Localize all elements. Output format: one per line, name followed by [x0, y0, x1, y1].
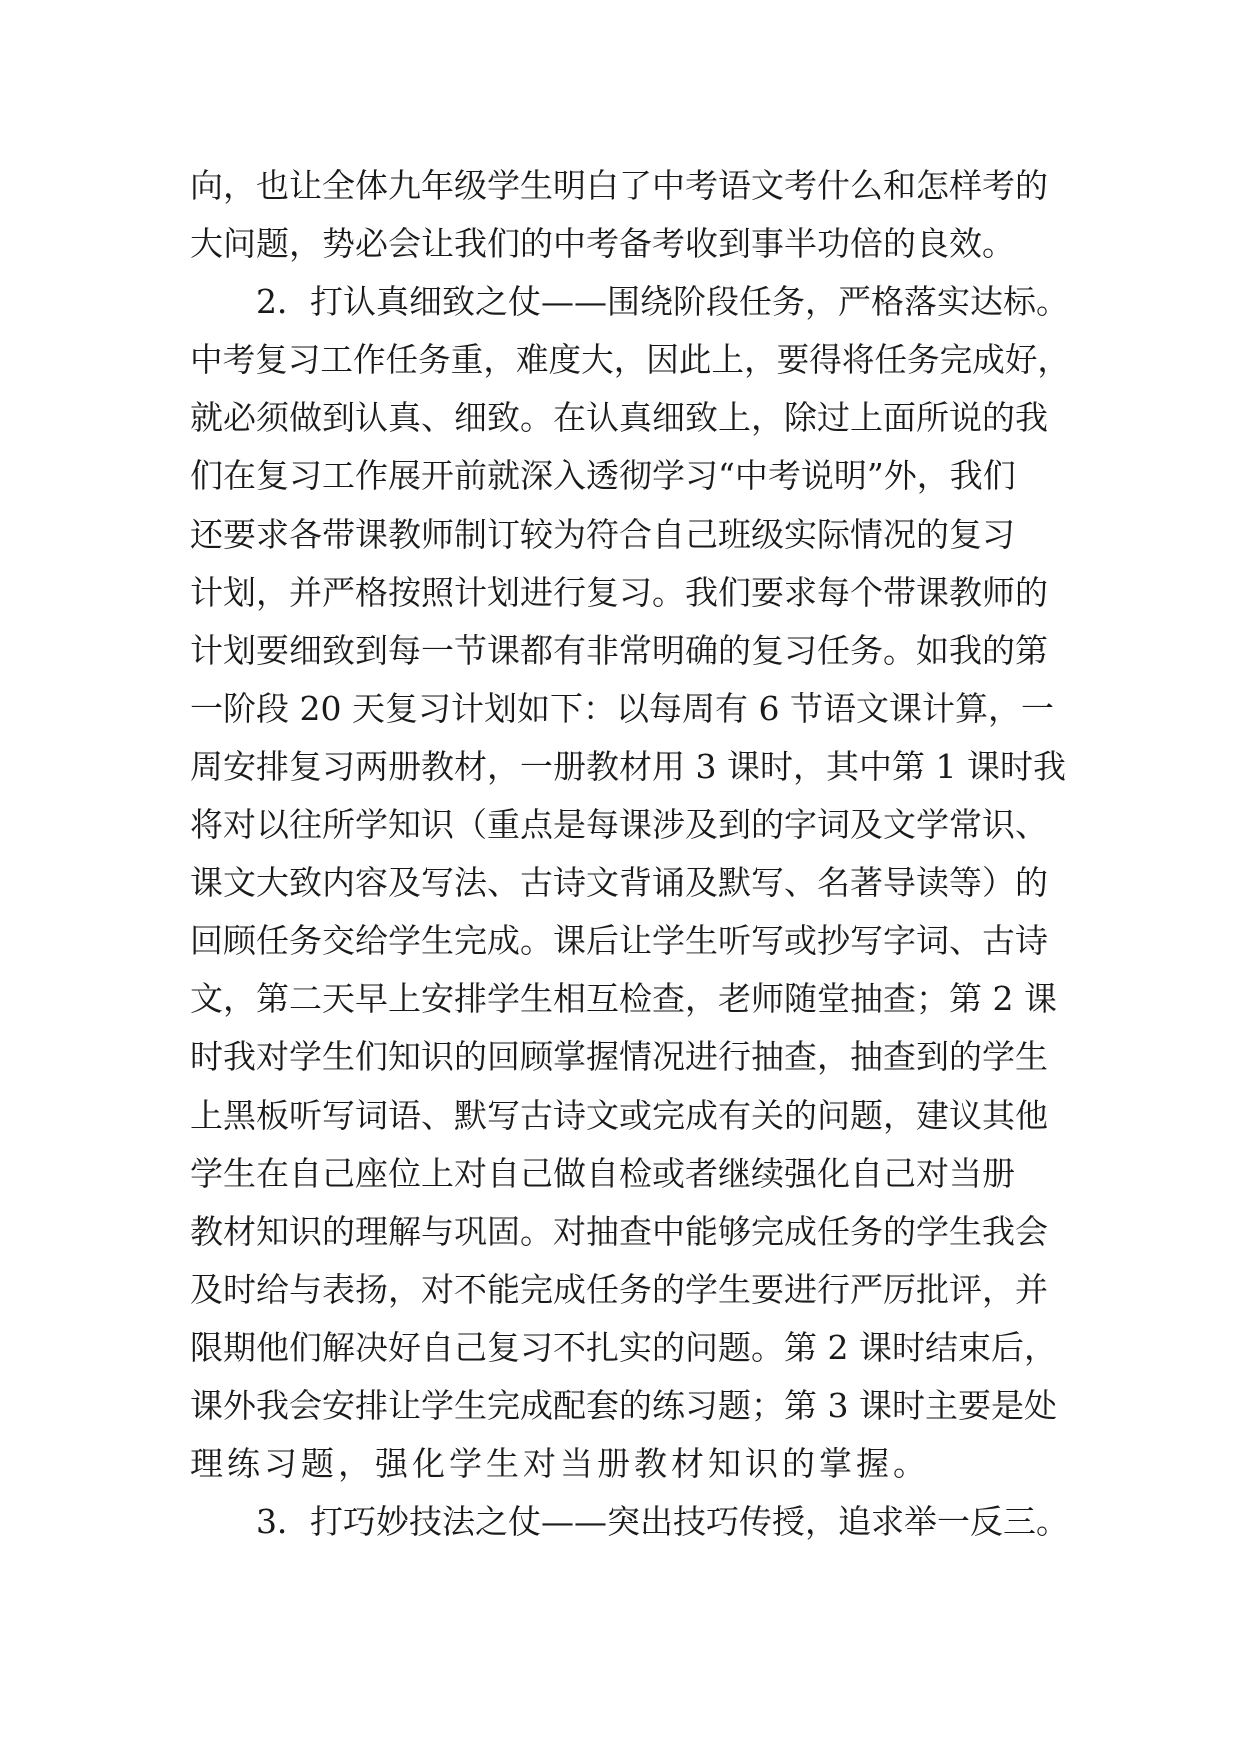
- text-line: 就必须做到认真、细致。在认真细致上，除过上面所说的我: [190, 398, 1048, 438]
- text-line: 限期他们解决好自己复习不扎实的问题。第 2 课时结束后，: [190, 1327, 1057, 1367]
- text-line: 计划要细致到每一节课都有非常明确的复习任务。如我的第: [190, 630, 1048, 670]
- text-line: 课文大致内容及写法、古诗文背诵及默写、名著导读等）的: [190, 863, 1048, 903]
- text-line: 们在复习工作展开前就深入透彻学习“中考说明”外，我们: [190, 456, 1016, 496]
- text-line: 还要求各带课教师制订较为符合自己班级实际情况的复习: [190, 514, 1015, 554]
- text-line: 将对以往所学知识（重点是每课涉及到的字词及文学常识、: [190, 805, 1048, 845]
- text-line: 及时给与表扬，对不能完成任务的学生要进行严厉批评，并: [190, 1269, 1048, 1309]
- text-line: 周安排复习两册教材，一册教材用 3 课时，其中第 1 课时我: [190, 746, 1066, 786]
- text-line: 学生在自己座位上对自己做自检或者继续强化自己对当册: [190, 1153, 1015, 1193]
- text-line: 向，也让全体九年级学生明白了中考语文考什么和怎样考的: [190, 166, 1048, 205]
- text-line: 3．打巧妙技法之仗——突出技巧传授，追求举一反三。: [190, 1502, 1069, 1542]
- text-line: 教材知识的理解与巩固。对抽查中能够完成任务的学生我会: [190, 1211, 1048, 1251]
- body-text: [190, 157, 1070, 1551]
- text-line: 回顾任务交给学生完成。课后让学生听写或抄写字词、古诗: [190, 921, 1048, 961]
- text-line: 课外我会安排让学生完成配套的练习题；第 3 课时主要是处: [190, 1385, 1057, 1425]
- text-line: 时我对学生们知识的回顾掌握情况进行抽查，抽查到的学生: [190, 1037, 1048, 1077]
- text-line: 一阶段 20 天复习计划如下：以每周有 6 节语文课计算，一: [190, 688, 1054, 728]
- text-line: 大问题，势必会让我们的中考备考收到事半功倍的良效。: [190, 224, 1015, 264]
- text-line: 理练习题，强化学生对当册教材知识的掌握。: [190, 1444, 930, 1484]
- text-line: 上黑板听写词语、默写古诗文或完成有关的问题，建议其他: [190, 1095, 1048, 1135]
- text-line: 文，第二天早上安排学生相互检查，老师随堂抽查；第 2 课: [190, 979, 1057, 1019]
- text-line: 中考复习工作任务重，难度大，因此上，要得将任务完成好，: [190, 340, 1070, 380]
- text-line: 2．打认真细致之仗——围绕阶段任务，严格落实达标。: [190, 282, 1069, 322]
- text-line: 计划，并严格按照计划进行复习。我们要求每个带课教师的: [190, 572, 1048, 612]
